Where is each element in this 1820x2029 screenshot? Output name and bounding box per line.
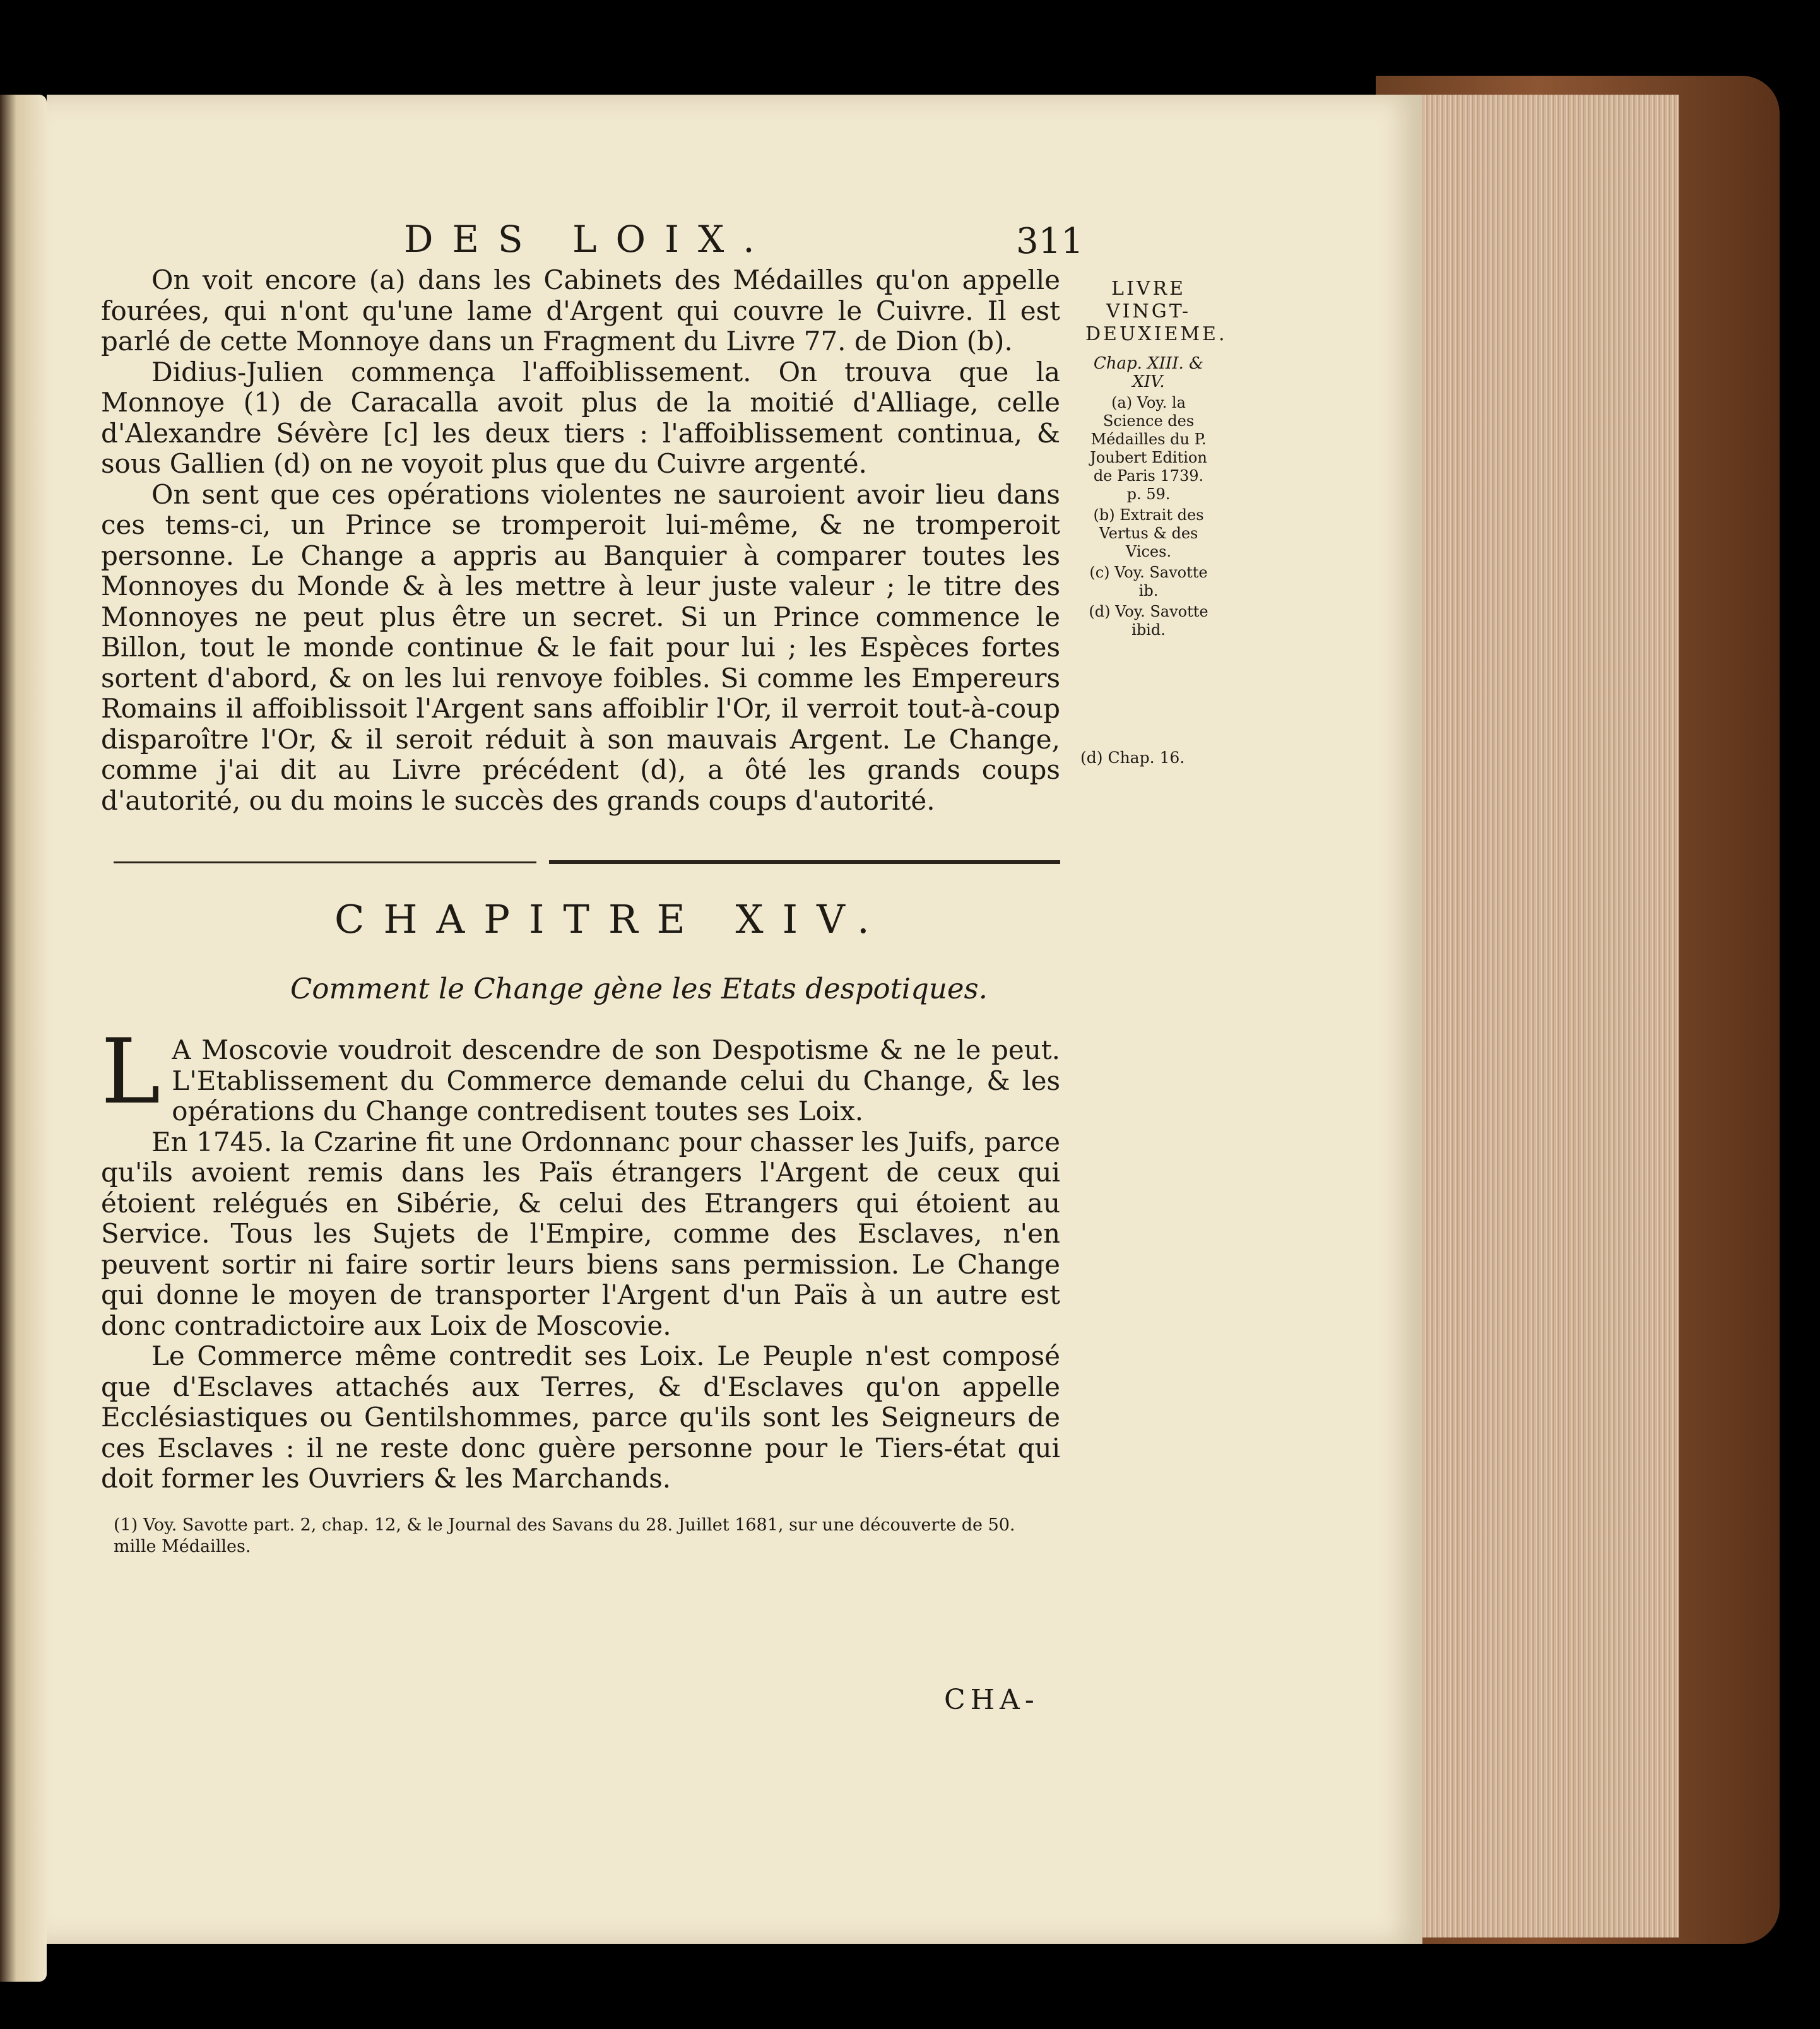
paragraph: En 1745. la Czarine fit une Ordonnanc pour chasser les Juifs, parce qu'ils avoient remis dans les Païs étrangers l'Argent de ceux qui étoient relégués en Sibérie, & celui des Etrangers qui étoient au Service. Tous les Sujets de l'Empire, comme des Esclaves, n'en peuvent sortir ni faire sortir leurs biens sans permission. Le Change qui donne le moyen de transporter l'Argent d'un Païs à un autre est donc contradictoire aux Loix de Moscovie. — [101, 1126, 1060, 1341]
margin-book-label: LIVRE VINGT-DEUXIEME. — [1085, 278, 1227, 345]
paragraph: On sent que ces opérations violentes ne sauroient avoir lieu dans ces tems-ci, un Prince se tromperoit lui-même, & ne tromperoit personne. Le Change a appris au Banquier à comparer toutes les Monnoyes du Monde & à les mettre à leur juste valeur ; le titre des Monnoyes ne peut plus être un secret. Si un Prince commence le Billon, tout le monde continue & le fait pour lui ; les Espèces fortes sortent d'abord, & on les lui renvoye foibles. Si comme les Empereurs Romains il affoiblissoit l'Argent sans affoiblir l'Or, il verroit tout-à-coup disparoître l'Or, & il seroit réduit à son mauvais Argent. Le Change, comme j'ai dit au Livre précédent (d), a ôté les grands coups d'autorité, ou du moins le succès des grands coups d'autorité. — [101, 478, 1060, 816]
paragraph — [101, 1020, 1060, 1127]
chapter-title: CHAPITRE XIV. — [334, 896, 889, 942]
margin-note: (b) Extrait des Vertus & des Vices. — [1093, 506, 1204, 560]
margin-note: (c) Voy. Savotte ib. — [1089, 564, 1208, 600]
margin-note-late: (d) Chap. 16. — [1080, 748, 1185, 767]
drop-cap: L — [101, 1020, 161, 1124]
catchword: CHA- — [944, 1684, 1039, 1716]
chapter-xiii-continuation — [101, 265, 1060, 816]
facing-page-edge — [0, 95, 47, 1982]
page-number: 311 — [1016, 221, 1084, 262]
chapter-xiv-body — [101, 1020, 1060, 1494]
divider-rule — [114, 861, 536, 863]
chapter-subtitle: Comment le Change gène les Etats despotiques. — [290, 972, 988, 1005]
page-block-edge — [1414, 95, 1679, 1937]
paragraph: On voit encore (a) dans les Cabinets des Médailles qu'on appelle fourées, qui n'ont qu'une lame d'Argent qui couvre le Cuivre. Il est parlé de cette Monnoye dans un Fragment du Livre 77. de Dion (b). — [101, 264, 1060, 357]
footnote: (1) Voy. Savotte part. 2, chap. 12, & le Journal des Savans du 28. Juillet 1681, sur une découverte de 50. mille Médailles. — [114, 1515, 1015, 1556]
first-paragraph-text: A Moscovie voudroit descendre de son Despotisme & ne le peut. L'Etablissement du Commerce demande celui du Change, & les opérations du Change contredisent toutes ses Loix. — [172, 1034, 1060, 1127]
margin-note: (a) Voy. la Science des Médailles du P. Joubert Edition de Paris 1739. p. 59. — [1090, 394, 1207, 503]
paragraph: Le Commerce même contredit ses Loix. Le Peuple n'est composé que d'Esclaves attachés aux Terres, & d'Esclaves qu'on appelle Ecclésiastiques ou Gentilshommes, parce qu'ils sont les Seigneurs de ces Esclaves : il ne reste donc guère personne pour le Tiers-état qui doit former les Ouvriers & les Marchands. — [101, 1340, 1060, 1494]
paragraph: Didius-Julien commença l'affoiblissement. On trouva que la Monnoye (1) de Caracalla avoit plus de la moitié d'Alliage, celle d'Alexandre Sévère [c] les deux tiers : l'affoiblissement continua, & sous Gallien (d) on ne voyoit plus que du Cuivre argenté. — [101, 356, 1060, 479]
divider-rule — [549, 860, 1060, 864]
margin-note: (d) Voy. Savotte ibid. — [1089, 603, 1208, 639]
margin-notes — [1085, 278, 1227, 642]
margin-chapters: Chap. XIII. & XIV. — [1093, 354, 1204, 391]
running-head: DES LOIX. — [404, 218, 774, 261]
